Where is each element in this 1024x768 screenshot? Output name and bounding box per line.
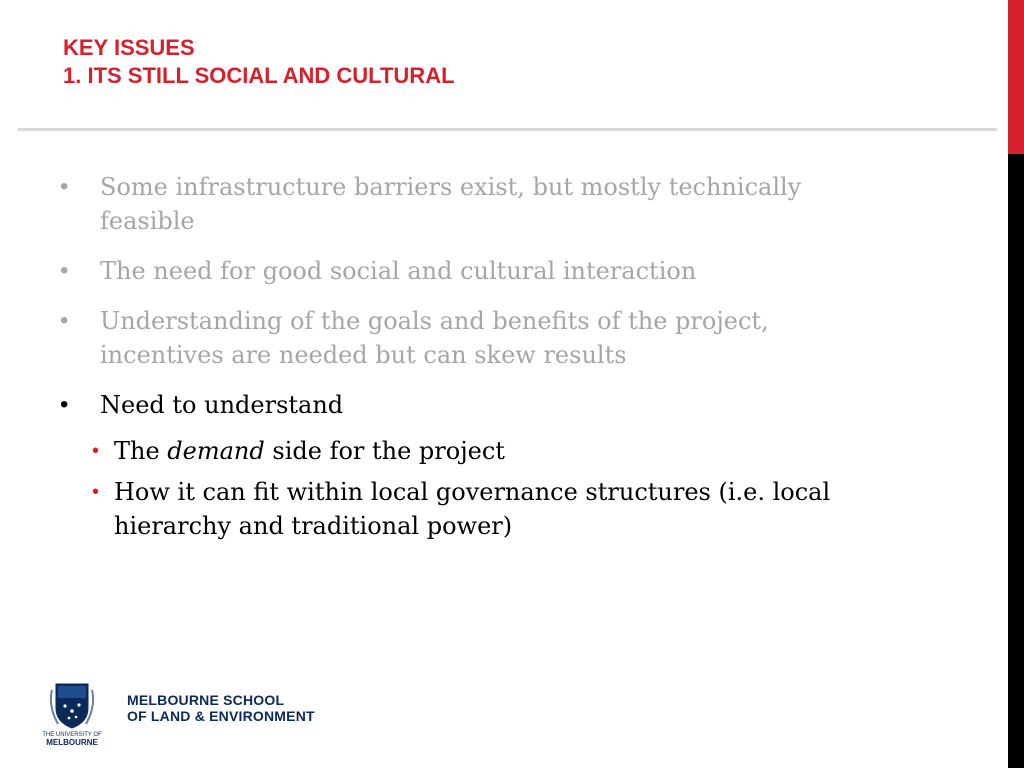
school-name-line-1: MELBOURNE SCHOOL — [127, 692, 285, 708]
bullet-dot-icon: • — [60, 307, 69, 334]
sub-bullet-dot-icon: • — [92, 440, 100, 462]
title-divider — [18, 128, 997, 131]
university-crest-logo — [38, 680, 106, 748]
title-line-1: KEY ISSUES — [63, 35, 195, 60]
side-accent-red-bar — [1008, 0, 1024, 154]
sub-bullet-item — [56, 434, 876, 468]
sub-bullet-text-end: side for the project — [264, 437, 505, 465]
bullet-item — [56, 304, 876, 372]
title-line-2: 1. ITS STILL SOCIAL AND CULTURAL — [63, 63, 455, 88]
bullet-text: Some infrastructure barriers exist, but mostly technically feasible — [100, 173, 802, 235]
school-name-line-2: OF LAND & ENVIRONMENT — [127, 708, 315, 724]
crest-text-line-1: THE UNIVERSITY OF — [42, 732, 102, 738]
bullet-text: The need for good social and cultural interaction — [100, 257, 697, 285]
slide-title — [63, 34, 455, 90]
crest-text-line-2: MELBOURNE — [46, 738, 98, 747]
side-accent-black-bar — [1008, 154, 1024, 768]
sub-bullet-item — [56, 475, 876, 543]
bullet-dot-icon: • — [60, 391, 69, 418]
bullet-list — [56, 170, 876, 550]
sub-bullet-text: How it can fit within local governance structures (i.e. local hierarchy and traditional power) — [114, 478, 831, 540]
school-name-logo — [127, 692, 315, 724]
sub-bullet-emphasis: demand — [167, 437, 265, 465]
sub-bullet-text-start: The — [114, 437, 168, 465]
bullet-dot-icon: • — [60, 257, 69, 284]
bullet-item — [56, 254, 876, 288]
bullet-text: Need to understand — [100, 391, 344, 419]
sub-bullet-dot-icon: • — [92, 481, 100, 503]
bullet-text: Understanding of the goals and benefits of the project, incentives are needed but can skew results — [100, 307, 769, 369]
bullet-item — [56, 170, 876, 238]
bullet-dot-icon: • — [60, 173, 69, 200]
bullet-item — [56, 388, 876, 422]
